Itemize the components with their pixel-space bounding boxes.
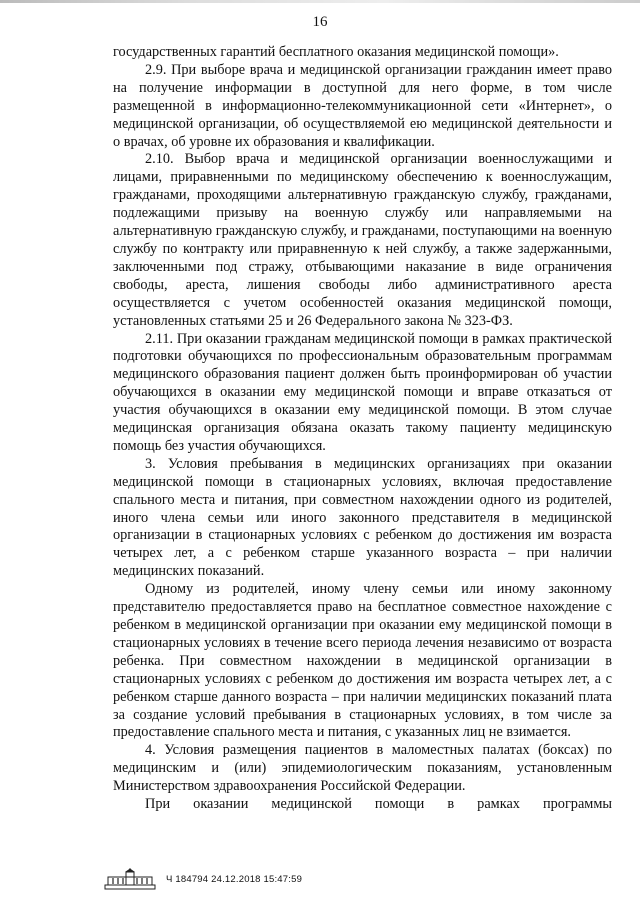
stamp-code: Ч 184794 24.12.2018 15:47:59 xyxy=(166,873,303,885)
scan-edge xyxy=(0,0,640,3)
paragraph: Одному из родителей, иному члену семьи или иному законному представителю предоставляется право на бесплатное совместное нахождение с ребенком в медицинской организации при оказании ему медицинской помощи в стационарных условиях в течение всего периода лечения независимо от возраста ребенка. При совместном нахождении в медицинской организации в стационарных условиях с ребенком до достижения им возраста четырех лет, а с ребенком старше данного возраста – при наличии медицинских показаний плата за создание условий пребывания в стационарных условиях, в том числе за предоставление спального места и питания, с указанных лиц не взимается. xyxy=(113,581,612,741)
paragraph: 2.9. При выборе врача и медицинской организации гражданин имеет право на получение информации в доступной для него форме, в том числе размещенной в информационно-телекоммуникационной сети «Интернет», о медицинской организации, об осуществляемой ею медицинской деятельности и о врачах, об уровне их образования и квалификации. xyxy=(113,61,612,150)
document-body xyxy=(113,44,612,814)
paragraph: государственных гарантий бесплатного оказания медицинской помощи». xyxy=(113,44,559,60)
paragraph: При оказании медицинской помощи в рамках программы xyxy=(145,796,612,813)
paragraph: 2.11. При оказании гражданам медицинской помощи в рамках практической подготовки обучающихся по профессиональным образовательным программам медицинского образования пациент должен быть проинформирован об участии обучающихся в оказании ему медицинской помощи и вправе отказаться от участия обучающихся в оказании ему медицинской помощи. В этом случае медицинская организация обязана оказать такому пациенту медицинскую помощь без участия обучающихся. xyxy=(113,330,612,454)
government-building-emblem-icon xyxy=(104,868,156,890)
paragraph: 3. Условия пребывания в медицинских организациях при оказании медицинской помощи в стационарных условиях, включая предоставление спального места и питания, при совместном нахождении одного из родителей, иного члена семьи или иного законного представителя в медицинской организации в стационарных условиях с ребенком до достижения им возраста четырех лет, а с ребенком старше указанного возраста – при наличии медицинских показаний. xyxy=(113,455,612,580)
paragraph: 4. Условия размещения пациентов в маломестных палатах (боксах) по медицинским и (или) эпидемиологическим показаниям, установленным Министерством здравоохранения Российской Федерации. xyxy=(113,742,612,795)
page-number: 16 xyxy=(312,14,328,30)
paragraph: 2.10. Выбор врача и медицинской организации военнослужащими и лицами, приравненными по медицинскому обеспечению к военнослужащим, гражданами, проходящими альтернативную гражданскую службу, гражданами, подлежащими призыву на военную службу или направляемыми на альтернативную гражданскую службу, и гражданами, поступающими на военную службу по контракту или приравненную к ней службу, а также задержанными, заключенными под стражу, отбывающими наказание в виде ограничения свободы, ареста, лишения свободы либо административного ареста осуществляется с учетом особенностей оказания медицинской помощи, установленных статьями 25 и 26 Федерального закона № 323-ФЗ. xyxy=(113,151,612,329)
document-stamp xyxy=(104,868,302,890)
